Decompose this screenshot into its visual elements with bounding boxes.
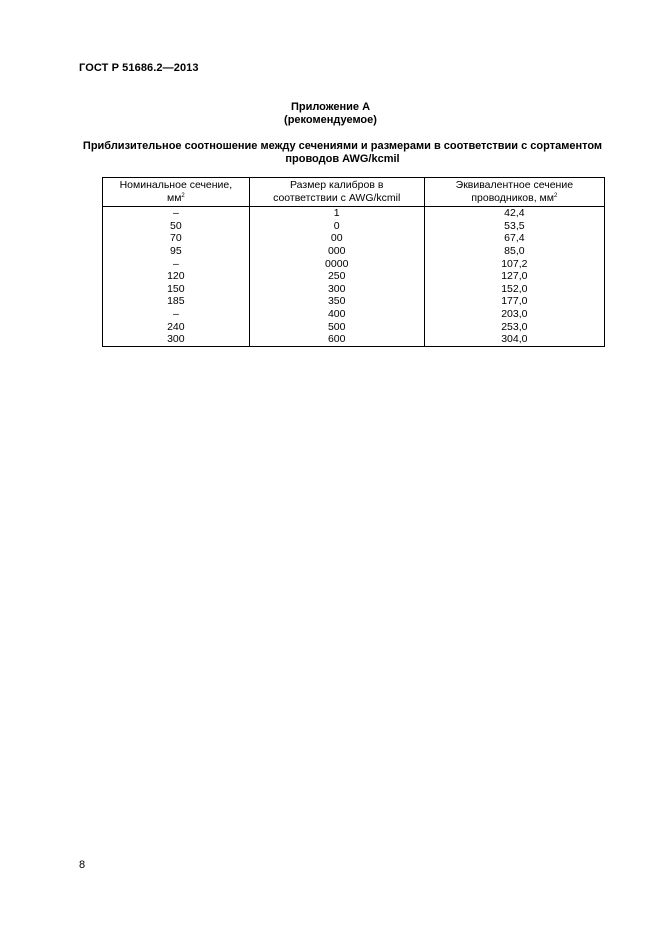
table-cell: 304,0	[424, 333, 604, 346]
appendix-heading	[0, 101, 661, 127]
table-cell: 250	[249, 270, 424, 283]
table-title: Приблизительное соотношение между сечениями и размерами в соответствии с сортаментом проводов AWG/kcmil	[82, 140, 603, 165]
appendix-title: Приложение А	[290, 101, 371, 113]
table-cell: –	[103, 308, 250, 321]
table-cell: 127,0	[424, 270, 604, 283]
page-number: 8	[79, 859, 86, 871]
table-cell: –	[103, 207, 250, 220]
table-cell: 0	[249, 220, 424, 233]
table-cell: 400	[249, 308, 424, 321]
table-row	[103, 245, 605, 258]
table-row	[103, 232, 605, 245]
table-cell: 67,4	[424, 232, 604, 245]
table-row	[103, 321, 605, 334]
table-cell: 185	[103, 295, 250, 308]
table-cell: 42,4	[424, 207, 604, 220]
conductor-size-table	[102, 177, 605, 347]
table-body	[103, 207, 605, 347]
table-cell: 350	[249, 295, 424, 308]
table-row	[103, 220, 605, 233]
table-cell: 600	[249, 333, 424, 346]
table-cell: 240	[103, 321, 250, 334]
document-code: ГОСТ Р 51686.2—2013	[79, 62, 199, 74]
table-cell: 85,0	[424, 245, 604, 258]
table-cell: 70	[103, 232, 250, 245]
appendix-status: (рекомендуемое)	[284, 114, 377, 126]
table-cell: 000	[249, 245, 424, 258]
table-row	[103, 333, 605, 346]
table-cell: 300	[249, 283, 424, 296]
table-row	[103, 258, 605, 271]
table-cell: 53,5	[424, 220, 604, 233]
table-cell: 1	[249, 207, 424, 220]
table-cell: 203,0	[424, 308, 604, 321]
table-cell: 50	[103, 220, 250, 233]
table-row	[103, 207, 605, 220]
table-cell: 120	[103, 270, 250, 283]
table-row	[103, 295, 605, 308]
table-cell: 253,0	[424, 321, 604, 334]
table-row	[103, 270, 605, 283]
table-cell: 107,2	[424, 258, 604, 271]
column-header-awg-size: Размер калибров в соответствии с AWG/kcmil	[249, 178, 424, 207]
table-cell: 177,0	[424, 295, 604, 308]
table-cell: 0000	[249, 258, 424, 271]
table-cell: 95	[103, 245, 250, 258]
table-cell: 152,0	[424, 283, 604, 296]
table-cell: 500	[249, 321, 424, 334]
table-cell: –	[103, 258, 250, 271]
table-cell: 150	[103, 283, 250, 296]
column-header-nominal-section: Номинальное сечение, $мм^2$	[103, 178, 250, 207]
table-header-row	[103, 178, 605, 207]
table-cell: 00	[249, 232, 424, 245]
table-row	[103, 283, 605, 296]
table-row	[103, 308, 605, 321]
column-header-equivalent-section: Эквивалентное сечение проводников, $мм^2$	[424, 178, 604, 207]
table-cell: 300	[103, 333, 250, 346]
